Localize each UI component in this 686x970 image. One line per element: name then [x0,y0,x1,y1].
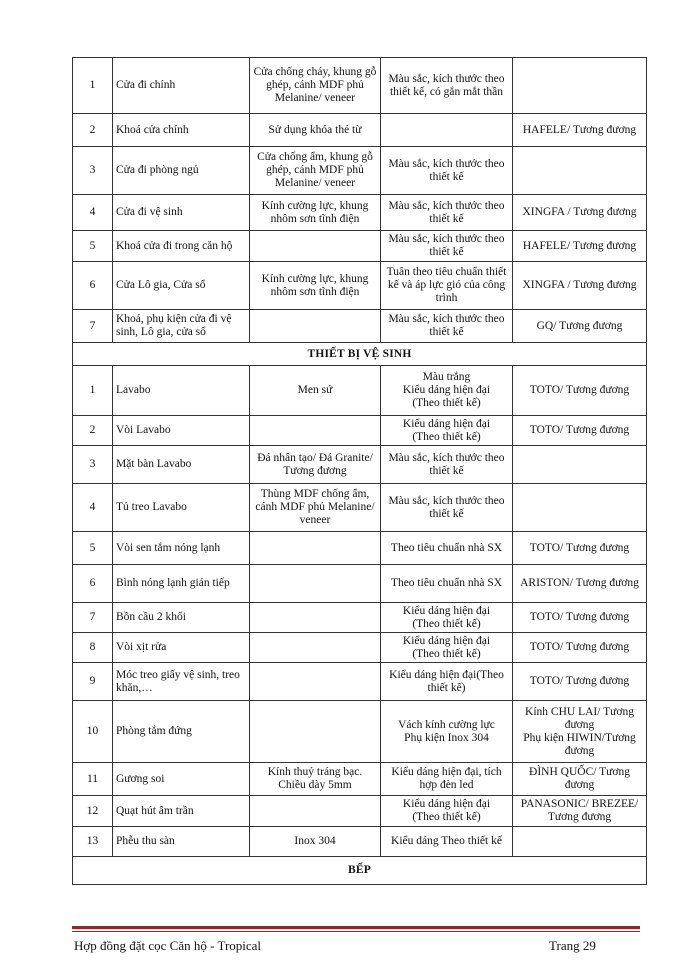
item-brand: TOTO/ Tương đương [513,416,647,446]
item-material: Inox 304 [250,827,381,857]
section-header-row [73,857,647,885]
item-brand: TOTO/ Tương đương [513,633,647,663]
item-name: Tủ treo Lavabo [113,484,250,532]
item-name: Móc treo giấy vệ sinh, treo khăn,… [113,663,250,701]
item-requirement [381,114,513,147]
item-number: 9 [73,663,113,701]
item-requirement: Kiểu dáng Theo thiết kế [381,827,513,857]
item-name: Khoá, phụ kiện cửa đi vệ sinh, Lô gia, cửa sổ [113,310,250,343]
specification-table-body [73,58,647,885]
section-title: BẾP [73,857,647,885]
item-brand: HAFELE/ Tương đương [513,114,647,147]
item-name: Vòi sen tắm nóng lạnh [113,532,250,565]
item-number: 7 [73,603,113,633]
item-name: Bình nóng lạnh gián tiếp [113,565,250,603]
item-requirement: Kiểu dáng hiện đại(Theo thiết kế) [381,663,513,701]
item-requirement: Màu sắc, kích thước theo thiết kế [381,310,513,343]
item-brand: HAFELE/ Tương đương [513,231,647,262]
item-material [250,663,381,701]
item-requirement: Kiểu dáng hiện đại (Theo thiết kế) [381,603,513,633]
table-row [73,532,647,565]
item-requirement: Vách kính cường lực Phụ kiện Inox 304 [381,701,513,763]
item-number: 5 [73,532,113,565]
item-number: 6 [73,565,113,603]
item-brand: XINGFA / Tương đương [513,262,647,310]
item-brand: TOTO/ Tương đương [513,366,647,416]
item-number: 4 [73,195,113,231]
item-brand: Kính CHU LAI/ Tương đương Phụ kiện HIWIN/Tương đương [513,701,647,763]
table-row [73,310,647,343]
item-requirement: Kiểu dáng hiện đại (Theo thiết kế) [381,416,513,446]
item-material [250,633,381,663]
item-number: 8 [73,633,113,663]
item-material: Thùng MDF chống ẩm, cánh MDF phủ Melanine/ veneer [250,484,381,532]
item-brand: ARISTON/ Tương đương [513,565,647,603]
table-row [73,114,647,147]
table-row [73,147,647,195]
footer-document-title: Hợp đồng đặt cọc Căn hộ - Tropical [74,938,262,953]
item-brand [513,827,647,857]
item-brand: GQ/ Tương đương [513,310,647,343]
item-material [250,310,381,343]
item-brand: ĐÌNH QUỐC/ Tương đương [513,763,647,796]
footer-page-number: Trang 29 [549,938,596,953]
table-row [73,827,647,857]
table-row [73,484,647,532]
item-number: 10 [73,701,113,763]
footer-rule [72,926,640,929]
table-row [73,446,647,484]
table-row [73,663,647,701]
item-material [250,231,381,262]
item-name: Cửa Lô gia, Cửa sổ [113,262,250,310]
item-name: Mặt bàn Lavabo [113,446,250,484]
item-name: Vòi xịt rửa [113,633,250,663]
item-material: Kính cường lực, khung nhôm sơn tĩnh điện [250,262,381,310]
table-row [73,603,647,633]
item-name: Vòi Lavabo [113,416,250,446]
item-number: 3 [73,147,113,195]
item-material: Cửa chống ẩm, khung gỗ ghép, cánh MDF phủ Melanine/ veneer [250,147,381,195]
item-number: 7 [73,310,113,343]
item-requirement: Màu sắc, kích thước theo thiết kế [381,195,513,231]
item-name: Phòng tắm đứng [113,701,250,763]
specification-table [72,57,647,885]
item-number: 11 [73,763,113,796]
item-material: Sử dụng khóa thẻ từ [250,114,381,147]
item-brand [513,484,647,532]
item-brand: PANASONIC/ BREZEE/ Tương đương [513,796,647,827]
table-row [73,796,647,827]
item-number: 1 [73,366,113,416]
item-name: Quạt hút âm trần [113,796,250,827]
section-title: THIẾT BỊ VỆ SINH [73,343,647,366]
table-row [73,633,647,663]
item-name: Lavabo [113,366,250,416]
item-name: Gương soi [113,763,250,796]
item-requirement: Màu sắc, kích thước theo thiết kế [381,484,513,532]
item-requirement: Kiểu dáng hiện đại, tích hợp đèn led [381,763,513,796]
item-requirement: Màu trắng Kiểu dáng hiện đại (Theo thiết kế) [381,366,513,416]
item-name: Bồn cầu 2 khối [113,603,250,633]
item-material: Kính cường lực, khung nhôm sơn tĩnh điện [250,195,381,231]
table-row [73,262,647,310]
table-row [73,763,647,796]
item-requirement: Màu sắc, kích thước theo thiết kế, có gắn mắt thần [381,58,513,114]
item-number: 3 [73,446,113,484]
item-number: 2 [73,416,113,446]
item-requirement: Màu sắc, kích thước theo thiết kế [381,147,513,195]
item-material [250,416,381,446]
item-requirement: Kiểu dáng hiện đại (Theo thiết kế) [381,633,513,663]
item-material [250,796,381,827]
item-number: 2 [73,114,113,147]
item-brand: XINGFA / Tương đương [513,195,647,231]
item-material: Men sứ [250,366,381,416]
table-row [73,565,647,603]
item-material [250,532,381,565]
item-material: Cửa chống cháy, khung gỗ ghép, cánh MDF phủ Melanine/ veneer [250,58,381,114]
item-number: 12 [73,796,113,827]
item-name: Cửa đi vệ sinh [113,195,250,231]
item-requirement: Màu sắc, kích thước theo thiết kế [381,446,513,484]
item-number: 1 [73,58,113,114]
item-name: Phễu thu sàn [113,827,250,857]
item-requirement: Màu sắc, kích thước theo thiết kế [381,231,513,262]
table-row [73,231,647,262]
item-brand: TOTO/ Tương đương [513,532,647,565]
item-material [250,701,381,763]
item-material: Kính thuỷ tráng bạc. Chiều dày 5mm [250,763,381,796]
item-brand [513,446,647,484]
item-brand [513,58,647,114]
item-number: 6 [73,262,113,310]
table-row [73,416,647,446]
table-row [73,58,647,114]
item-number: 13 [73,827,113,857]
item-material [250,603,381,633]
item-name: Cửa đi phòng ngủ [113,147,250,195]
item-material [250,565,381,603]
section-header-row [73,343,647,366]
table-row [73,195,647,231]
item-material: Đá nhân tạo/ Đá Granite/ Tương đương [250,446,381,484]
table-row [73,366,647,416]
item-brand: TOTO/ Tương đương [513,663,647,701]
item-name: Khoá cửa đi trong căn hộ [113,231,250,262]
item-number: 4 [73,484,113,532]
item-name: Cửa đi chính [113,58,250,114]
item-requirement: Tuân theo tiêu chuẩn thiết kế và áp lực gió của công trình [381,262,513,310]
item-brand [513,147,647,195]
item-name: Khoá cửa chính [113,114,250,147]
item-requirement: Theo tiêu chuẩn nhà SX [381,565,513,603]
footer-rule-thin [72,931,640,932]
item-requirement: Theo tiêu chuẩn nhà SX [381,532,513,565]
item-requirement: Kiểu dáng hiện đại (Theo thiết kế) [381,796,513,827]
item-number: 5 [73,231,113,262]
table-row [73,701,647,763]
item-brand: TOTO/ Tương đương [513,603,647,633]
